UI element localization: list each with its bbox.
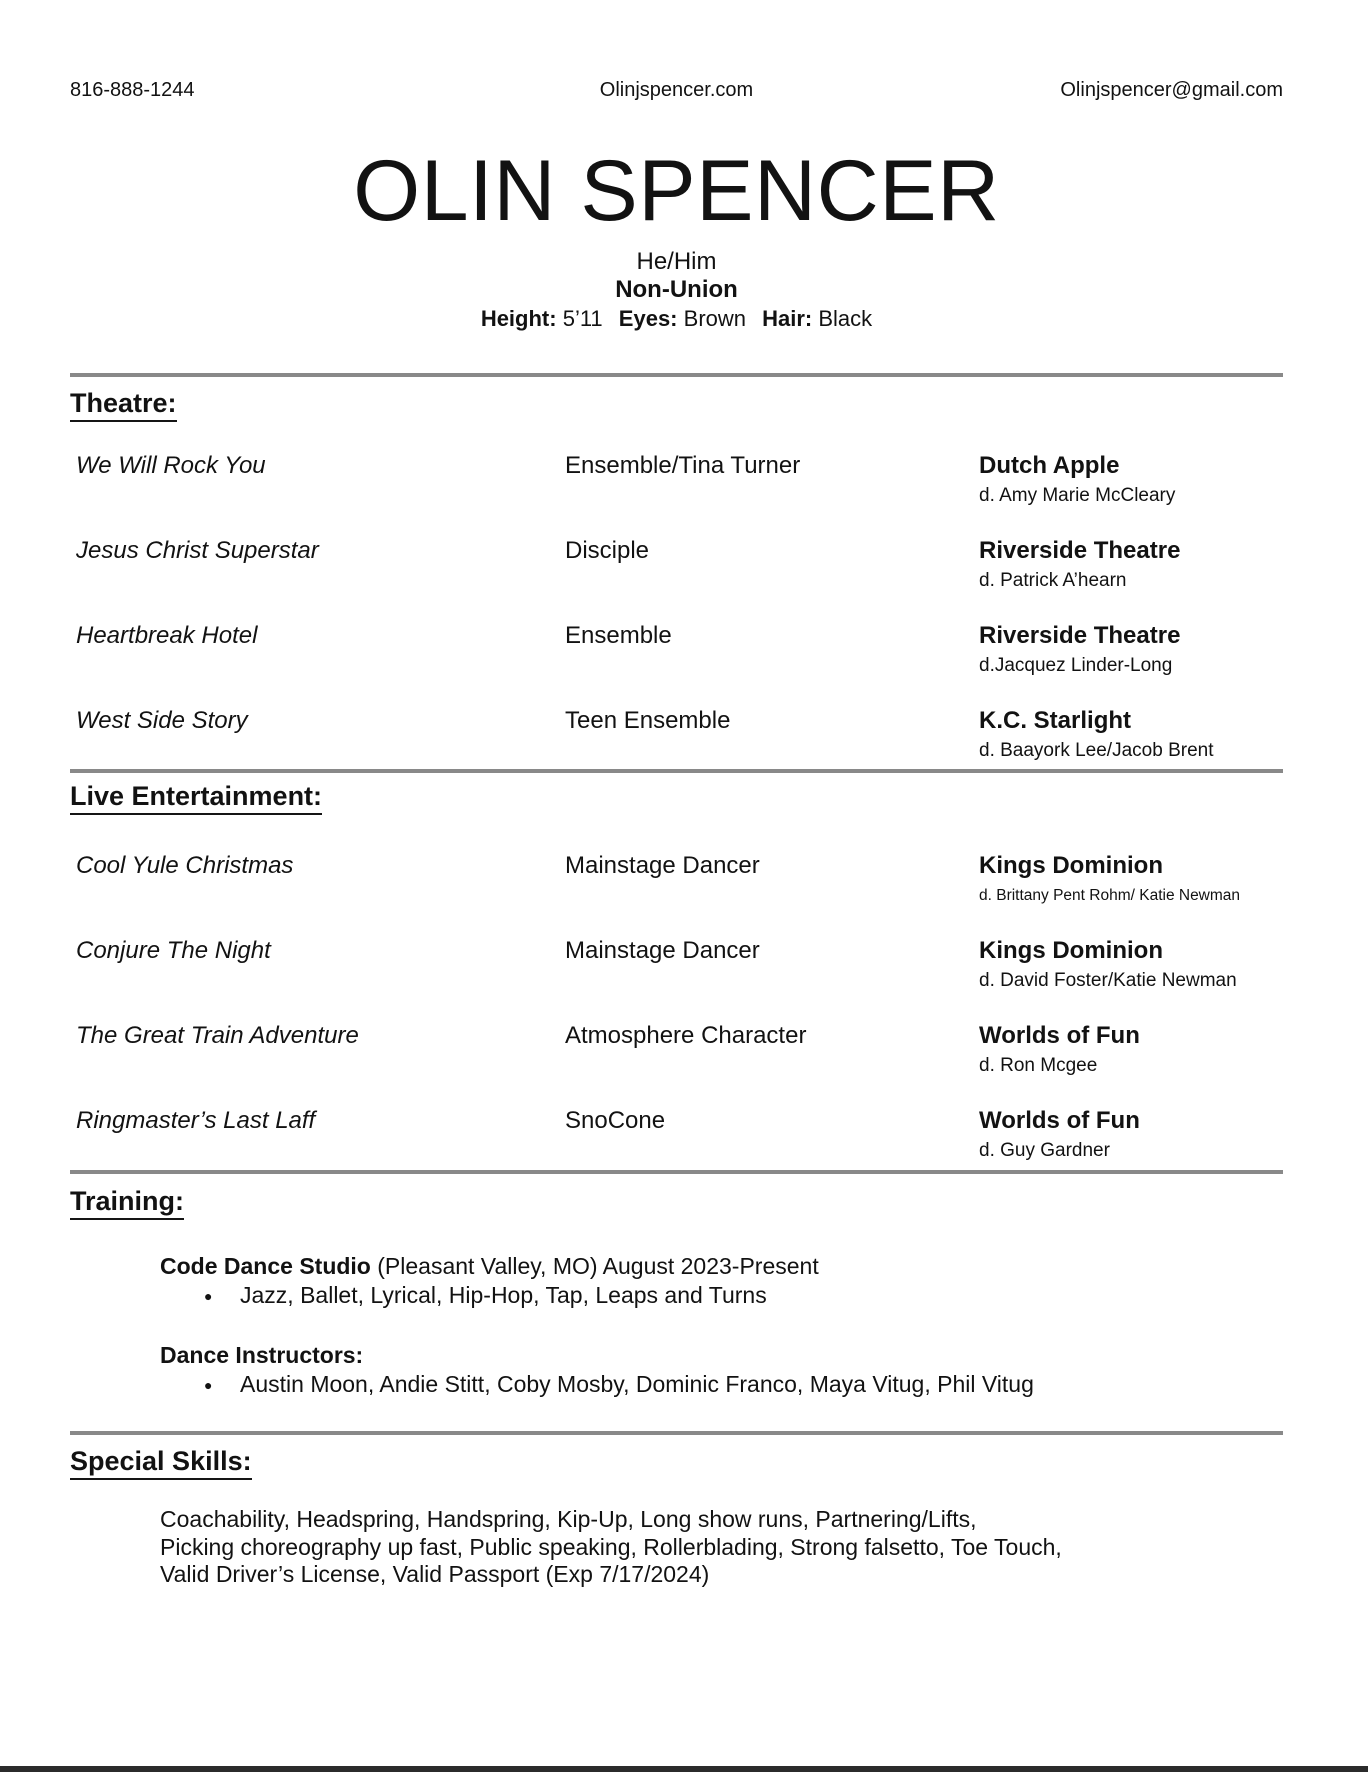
training-entry-detail: (Pleasant Valley, MO) August 2023-Present [370,1253,819,1279]
special-skills-line: Picking choreography up fast, Public speaking, Rollerblading, Strong falsetto, Toe Touch, [160,1533,1062,1560]
credit-role: Disciple [565,537,650,564]
training-entry-title [160,1341,1280,1369]
credit-company-block [979,852,1240,907]
credit-row [70,452,1283,537]
vital-label: Hair: [762,306,813,331]
credit-role: Mainstage Dancer [565,937,760,964]
credit-row [70,1107,1283,1192]
special-skills-heading [70,1446,252,1476]
vital-stat [762,306,872,331]
credit-show-title: Heartbreak Hotel [76,622,258,649]
credit-company-block [979,537,1180,592]
training-heading [70,1186,184,1216]
credit-director: d. Patrick A’hearn [979,570,1127,591]
credit-role: Ensemble [565,622,672,649]
credit-show-title: Ringmaster’s Last Laff [76,1107,316,1134]
live-entertainment-credits [70,852,1283,1192]
credit-director: d. Brittany Pent Rohm/ Katie Newman [979,887,1241,904]
performer-name: OLIN SPENCER [353,143,1000,239]
credit-role: Teen Ensemble [565,707,731,734]
union-status: Non-Union [615,276,738,303]
vital-stat [619,306,746,331]
credit-role: Ensemble/Tina Turner [565,452,801,479]
special-skills-text [160,1506,1310,1589]
credit-company: K.C. Starlight [979,707,1132,734]
training-entry-bullet: ● Austin Moon, Andie Stitt, Coby Mosby, Dominic Franco, Maya Vitug, Phil Vitug [160,1371,1280,1398]
phone-number: 816-888-1244 [70,79,195,101]
identity-block [70,143,1283,332]
training-entry-name: Dance Instructors: [160,1342,364,1368]
live-entertainment-heading-text: Live Entertainment: [70,781,322,815]
training-entries [160,1252,1280,1398]
credit-company: Dutch Apple [979,452,1120,479]
theatre-heading-text: Theatre: [70,388,177,422]
credit-company-block [979,707,1213,762]
credit-role: Mainstage Dancer [565,852,760,879]
vital-value: Black [818,306,873,331]
credit-role: SnoCone [565,1107,666,1134]
training-entry-name: Code Dance Studio [160,1253,371,1279]
credit-row [70,852,1283,937]
credit-row [70,937,1283,1022]
credit-director: d. Amy Marie McCleary [979,485,1176,506]
theatre-heading [70,388,177,418]
pronouns-text: He/Him [636,248,717,275]
credit-director: d.Jacquez Linder-Long [979,655,1173,676]
credit-director: d. Baayork Lee/Jacob Brent [979,740,1214,761]
special-skills-line: Coachability, Headspring, Handspring, Kip-Up, Long show runs, Partnering/Lifts, [160,1506,977,1532]
vital-label: Eyes: [618,306,678,331]
page-bottom-edge [0,1766,1368,1772]
vital-value: Brown [683,306,746,331]
training-entry [160,1252,1280,1309]
contact-header [70,78,1283,102]
vitals-line [70,306,1283,332]
credit-director: d. Ron Mcgee [979,1055,1098,1076]
training-entry-title [160,1252,1280,1280]
email-text: Olinjspencer@gmail.com [1060,79,1283,101]
training-entry [160,1341,1280,1398]
vital-stat [481,306,603,331]
credit-company: Riverside Theatre [979,537,1181,564]
credit-row [70,622,1283,707]
credit-company: Riverside Theatre [979,622,1181,649]
credit-company-block [979,1107,1140,1162]
special-skills-line: Valid Driver’s License, Valid Passport (Exp 7/17/2024) [160,1561,710,1587]
credit-show-title: We Will Rock You [76,452,266,479]
credit-company: Kings Dominion [979,852,1163,879]
credit-director: d. Guy Gardner [979,1140,1110,1161]
credit-director: d. David Foster/Katie Newman [979,970,1237,991]
section-divider [70,373,1283,377]
credit-company: Worlds of Fun [979,1107,1140,1134]
credit-show-title: Conjure The Night [76,937,271,964]
live-entertainment-heading [70,781,322,811]
credit-row [70,707,1283,792]
training-heading-text: Training: [70,1186,184,1220]
vital-value: 5’11 [562,306,603,331]
credit-show-title: Cool Yule Christmas [76,852,294,879]
theatre-credits [70,452,1283,792]
credit-company-block [979,1022,1140,1077]
section-divider [70,1431,1283,1435]
credit-company: Worlds of Fun [979,1022,1140,1049]
vital-label: Height: [480,306,557,331]
website-text: Olinjspencer.com [599,79,754,101]
credit-show-title: Jesus Christ Superstar [76,537,319,564]
training-entry-bullet: ● Jazz, Ballet, Lyrical, Hip-Hop, Tap, Leaps and Turns [160,1282,1280,1309]
credit-company: Kings Dominion [979,937,1163,964]
credit-show-title: The Great Train Adventure [76,1022,359,1049]
credit-show-title: West Side Story [76,707,248,734]
credit-row [70,537,1283,622]
credit-company-block [979,622,1180,677]
special-skills-heading-text: Special Skills: [70,1446,252,1480]
credit-company-block [979,937,1237,992]
credit-role: Atmosphere Character [565,1022,807,1049]
credit-company-block [979,452,1175,507]
credit-row [70,1022,1283,1107]
